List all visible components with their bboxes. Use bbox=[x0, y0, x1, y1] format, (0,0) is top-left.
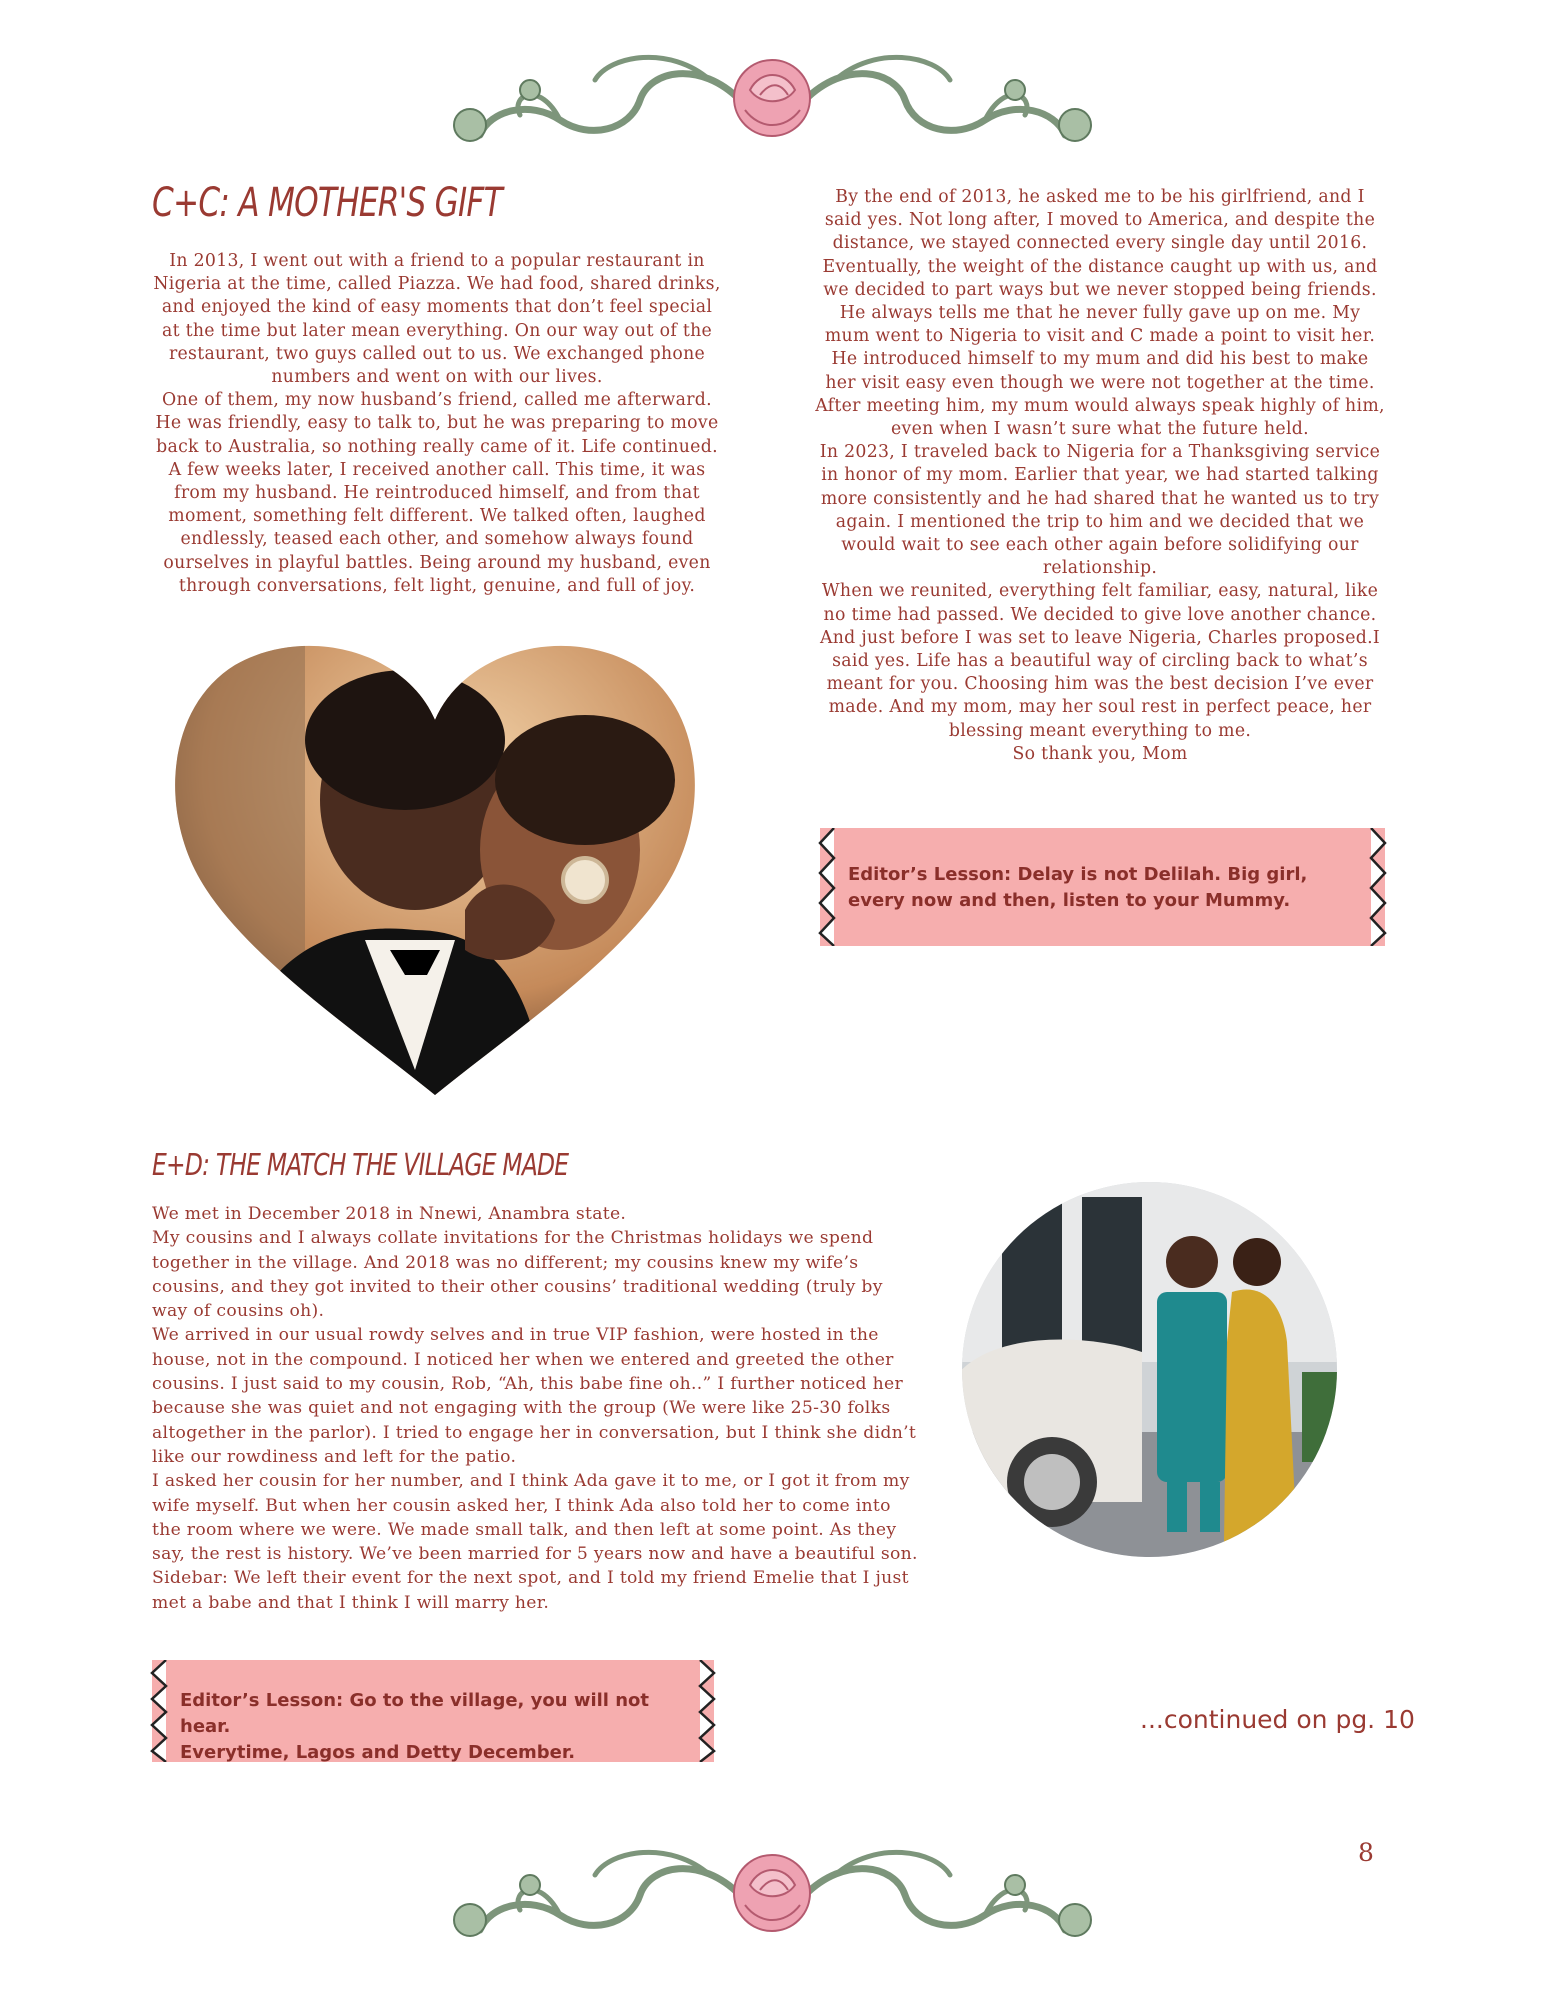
story1-paragraph: By the end of 2013, he asked me to be his girlfriend, and I said yes. Not long after, I moved to America, and despite the distance, we stayed connected every single day until 2016. Eventually, the weight of the distance caught up with us, and we decided to part ways but we never stopped being friends. bbox=[822, 187, 1378, 300]
story1-right-column bbox=[815, 186, 1385, 766]
story2-paragraph: Sidebar: We left their event for the next spot, and I told my friend Emelie that I just met a babe and that I think I will marry her. bbox=[152, 1568, 909, 1613]
story1-left-column bbox=[152, 250, 722, 598]
lesson-line: Editor’s Lesson: Go to the village, you will not hear. bbox=[180, 1690, 650, 1737]
story1-paragraph: When we reunited, everything felt familiar, easy, natural, like no time had passed. We decided to give love another chance. And just before I was set to leave Nigeria, Charles proposed.I said yes. Life has a beautiful way of circling back to what’s meant for you. Choosing him was the best decision I’ve ever made. And my mom, may her soul rest in perfect peace, her blessing meant everything to me. bbox=[819, 581, 1381, 741]
page-number: 8 bbox=[1358, 1838, 1374, 1867]
story1-paragraph: A few weeks later, I received another call. This time, it was from my husband. He reintroduced himself, and from that moment, something felt different. We talked often, laughed endlessly, teased each other, and somehow always found ourselves in playful battles. Being around my husband, even through conversations, felt light, genuine, and full of joy. bbox=[163, 459, 711, 596]
continued-note: ...continued on pg. 10 bbox=[1140, 1705, 1415, 1734]
story1-paragraph: So thank you, Mom bbox=[1012, 743, 1188, 764]
editor-lesson-text bbox=[848, 862, 1348, 914]
story1-paragraph: In 2023, I traveled back to Nigeria for a Thanksgiving service in honor of my mom. Earlier that year, we had started talking more consistently and he had shared that he wanted us to try again. I mentioned the trip to him and we decided that we would wait to see each other again before solidifying our relationship. bbox=[819, 442, 1381, 579]
story1-paragraph: He always tells me that he never fully gave up on me. My mum went to Nigeria to visit and C made a point to visit her. He introduced himself to my mum and did his best to make her visit easy even though we were not together at the time. After meeting him, my mum would always speak highly of him, even when I wasn’t sure what the future held. bbox=[815, 303, 1385, 440]
couple-circle-photo bbox=[962, 1182, 1337, 1557]
top-rose-ornament-icon bbox=[410, 50, 1135, 160]
couple-heart-photo bbox=[165, 630, 705, 1100]
lesson-line: Everytime, Lagos and Detty December. bbox=[180, 1742, 576, 1763]
zigzag-edge-icon bbox=[698, 1660, 716, 1762]
editor-lesson-box-2 bbox=[152, 1660, 714, 1762]
lesson-line: Editor’s Lesson: Delay is not Delilah. Big girl, bbox=[848, 864, 1308, 885]
story1-paragraph: In 2013, I went out with a friend to a popular restaurant in Nigeria at the time, called Piazza. We had food, shared drinks, and enjoyed the kind of easy moments that don’t feel special at the time but later mean everything. On our way out of the restaurant, two guys called out to us. We exchanged phone numbers and went on with our lives. bbox=[153, 251, 721, 388]
editor-lesson-box-1 bbox=[820, 828, 1385, 946]
zigzag-edge-icon bbox=[150, 1660, 168, 1762]
story2-paragraph: We met in December 2018 in Nnewi, Anambra state. bbox=[152, 1204, 627, 1224]
story2-paragraph: I asked her cousin for her number, and I think Ada gave it to me, or I got it from my wife myself. But when her cousin asked her, I think Ada also told her to come into the room where we were. We made small talk, and then left at some point. As they say, the rest is history. We’ve been married for 5 years now and have a beautiful son. bbox=[152, 1471, 918, 1565]
story1-title: C+C: A MOTHER'S GIFT bbox=[152, 180, 502, 226]
lesson-line: every now and then, listen to your Mummy. bbox=[848, 890, 1291, 911]
story2-title: E+D: THE MATCH THE VILLAGE MADE bbox=[152, 1148, 569, 1183]
story1-paragraph: One of them, my now husband’s friend, called me afterward. He was friendly, easy to talk to, but he was preparing to move back to Australia, so nothing really came of it. Life continued. bbox=[155, 390, 719, 457]
editor-lesson-text bbox=[180, 1688, 680, 1766]
bottom-rose-ornament-icon bbox=[410, 1845, 1135, 1955]
zigzag-edge-icon bbox=[1369, 828, 1387, 946]
story2-paragraph: We arrived in our usual rowdy selves and in true VIP fashion, were hosted in the house, not in the compound. I noticed her when we entered and greeted the other cousins. I just said to my cousin, Rob, “Ah, this babe fine oh..” I further noticed her because she was quiet and not engaging with the group (We were like 25-30 folks altogether in the parlor). I tried to engage her in conversation, but I think she didn’t like our rowdiness and left for the patio. bbox=[152, 1325, 917, 1467]
story2-column bbox=[152, 1202, 922, 1615]
story2-paragraph: My cousins and I always collate invitations for the Christmas holidays we spend together in the village. And 2018 was no different; my cousins knew my wife’s cousins, and they got invited to their other cousins’ traditional wedding (truly by way of cousins oh). bbox=[152, 1228, 883, 1322]
zigzag-edge-icon bbox=[818, 828, 836, 946]
